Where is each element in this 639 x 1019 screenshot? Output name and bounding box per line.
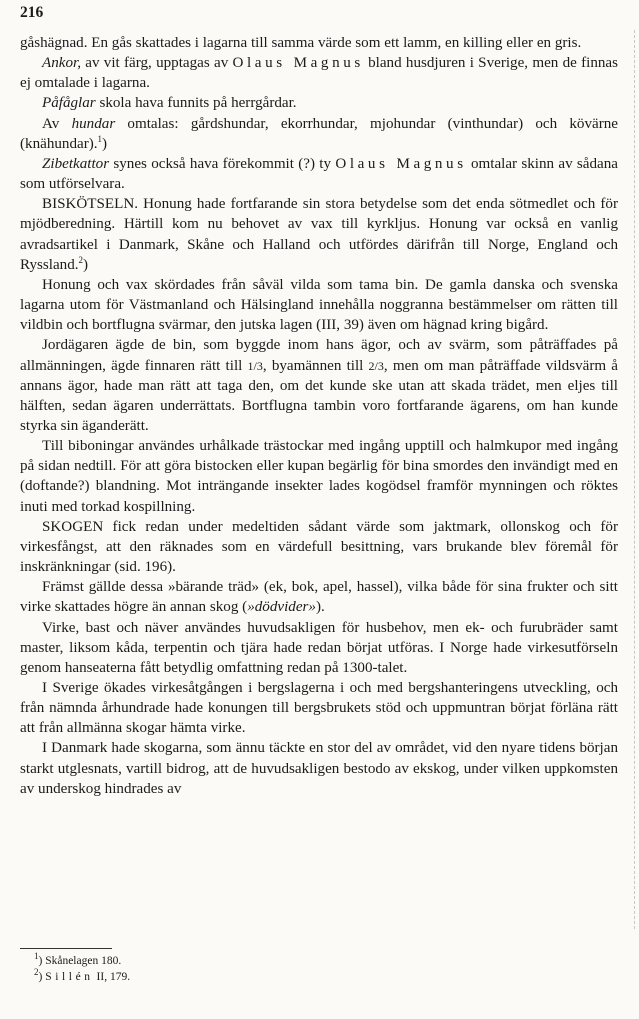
italic-term: Zibetkattor (42, 155, 110, 172)
italic-term: hundar (71, 115, 116, 132)
footnote-ref: 2 (78, 254, 84, 265)
paragraph: I Danmark hade skogarna, som ännu täckte en stor del av området, vid den nyare tidens början starkt utglesnats, vartill bidrog, att de huvudsakligen bestodo av ekskog, under vilken uppkomsten av underskog hindrades av (20, 740, 618, 797)
paragraph: Zibetkattor synes också hava förekommit (?) ty Olaus Magnus omtalar skinn av sådana som utförselvara. (20, 155, 618, 193)
footnote-ref: 1 (34, 951, 39, 962)
page-number: 216 (20, 4, 44, 21)
paragraph: Till biboningar användes urhålkade trästockar med ingång upptill och halmkupor med ingång på sidan nedtill. För att göra bistocken eller kupan begärlig för bina smordes den invändigt med en (doftande?) blandning. Mot inträngande insekter lades kogödsel framför mynningen och röktes inuti med torkad kospillning. (20, 438, 618, 515)
italic-term: Påfåglar (42, 95, 96, 112)
spaced-name: Olaus Magnus (335, 155, 467, 172)
footnotes (34, 953, 594, 985)
footnote: $^1$) Skånelagen 180. (34, 951, 122, 967)
paragraph: Virke, bast och näver användes huvudsakligen för husbehov, men ek- och furubräder samt master, liksom kåda, terpentin och tjära hade redan börjat utföras. I Norge hade virkesutförseln genom hanseaterna fått betydlig omfattning redan på 1300-talet. (20, 619, 618, 676)
paragraph: I Sverige ökades virkesåtgången i bergslagerna i och med bergshanteringens utveckling, och från nämnda århundrade hade konungen till bergsbrukets stöd och uppmuntran börjat förläna rätt att från allmänna skogar hämta virke. (20, 680, 618, 737)
paragraph: Jordägaren ägde de bin, som byggde inom hans ägor, och av svärm, som påträffades på allmänningen, ägde finnaren rätt till 1/3, byamännen till 2/3, men om man påträffade vildsvärm å annans ägor, hade man rätt att taga den, om det kunde ske utan att skada trädet, men eljes till hälften, sedan ägaren underrättats. Bortflugna tambin voro fortfarande ägarens, om han kunde styrka sin äganderätt. (20, 337, 618, 434)
fraction: 1/3 (247, 358, 263, 373)
paragraph: SKOGEN fick redan under medeltiden sådant värde som jaktmark, ollonskog och för virkesfångst, att den räknades som en värdefull besittning, vars brukande blev föremål för inskränkningar (sid. 196). (20, 518, 618, 576)
footnote-ref: 2 (34, 967, 39, 978)
paragraph: BISKÖTSELN. Honung hade fortfarande sin stora betydelse som det enda sötmedlet och för mjödberedning. Härtill kom nu behovet av vax till kyrkljus. Honung var också en vanlig avradsartikel i Danmark, Skåne och Halland och utfördes därifrån till Norge, England och Ryssland.$^2$) (20, 196, 618, 273)
spaced-name: Olaus Magnus (232, 55, 364, 72)
spaced-name: Sillén (45, 971, 94, 983)
paragraph: Av hundar omtalas: gårdshundar, ekorrhundar, mjohundar (vinthundar) och kövärne (knähundar).$^1$) (20, 115, 618, 152)
footnote: $^2$) Sillén II, 179. (34, 967, 131, 983)
italic-term: Ankor, (42, 55, 81, 72)
paragraph: Främst gällde dessa »bärande träd» (ek, bok, apel, hassel), vilka både för sina frukter och sitt virke skattades högre än annan skog (»dödvider»). (20, 579, 618, 616)
paragraph: Påfåglar skola hava funnits på herrgårdar. (42, 95, 297, 112)
paragraph: Honung och vax skördades från såväl vilda som tama bin. De gamla danska och svenska lagarna utom för Västmanland och Hälsingland innehålla noggranna bestämmelser om rätten till vildbin och bortflugna svärmar, den jutska lagen (III, 39) även om hägnad kring bigård. (20, 276, 618, 334)
footnote-rule (20, 948, 112, 949)
italic-term: »dödvider» (247, 599, 316, 616)
paragraph: Ankor, av vit färg, upptagas av Olaus Magnus bland husdjuren i Sverige, men de finnas ej omtalade i lagarna. (20, 55, 618, 92)
paragraph: gåshägnad. En gås skattades i lagarna till samma värde som ett lamm, en killing eller en gris. (20, 35, 582, 51)
body-text (20, 33, 618, 799)
page-edge (634, 30, 635, 929)
footnote-ref: 1 (97, 133, 103, 144)
fraction: 2/3 (368, 358, 384, 373)
